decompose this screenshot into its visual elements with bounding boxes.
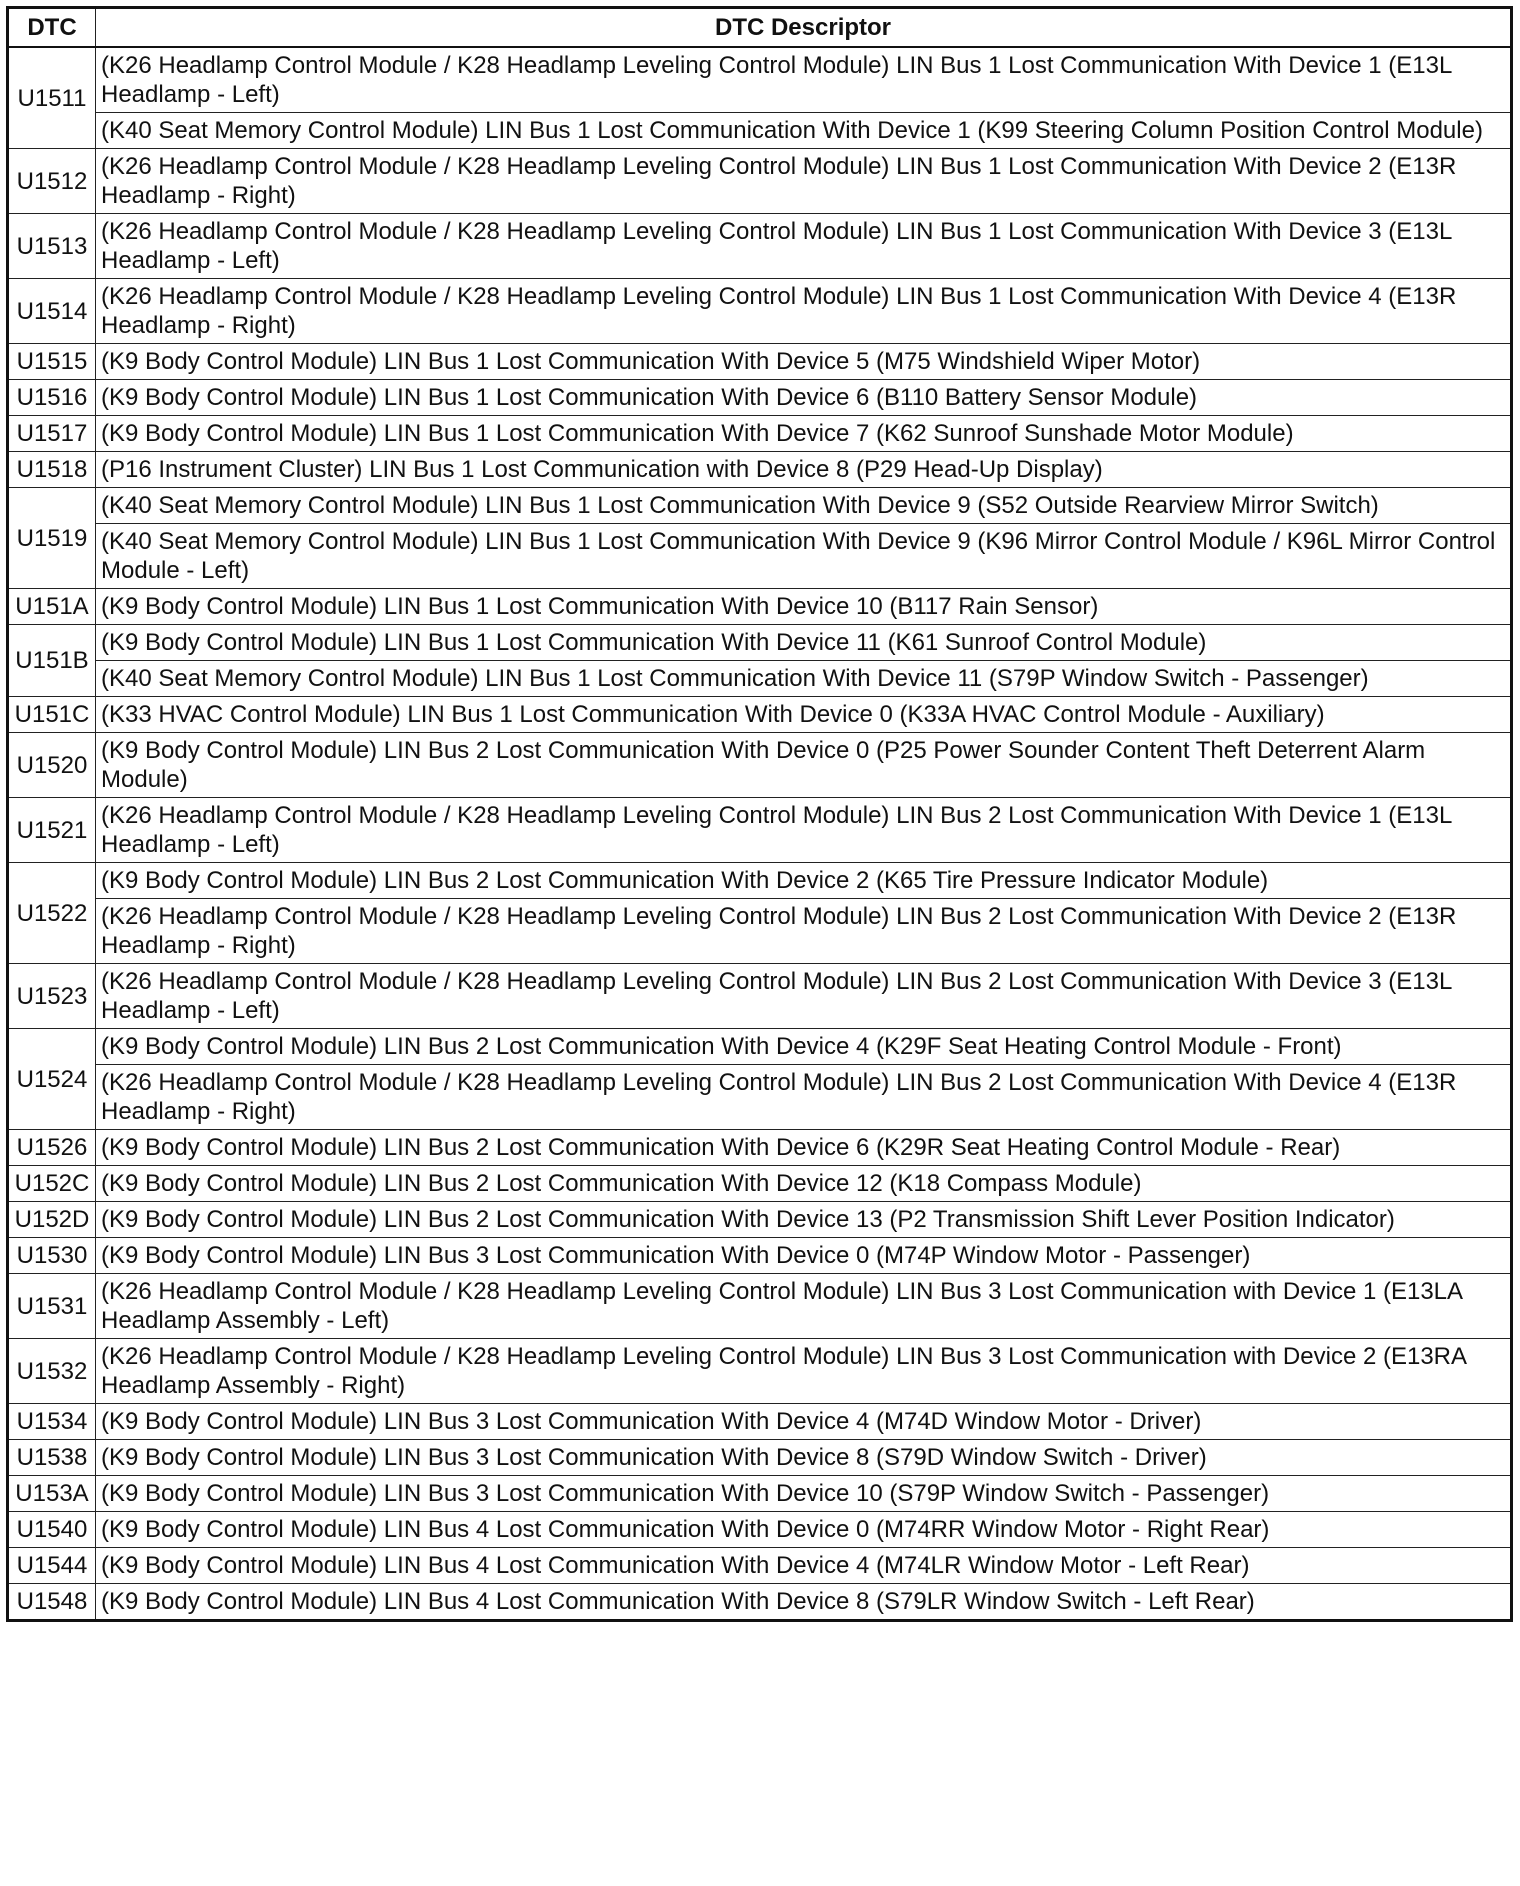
dtc-code-cell: U152D xyxy=(8,1202,96,1238)
dtc-code-cell: U1512 xyxy=(8,149,96,214)
dtc-descriptor-cell: (K40 Seat Memory Control Module) LIN Bus 1 Lost Communication With Device 1 (K99 Steering Column Position Control Module) xyxy=(96,113,1512,149)
table-row xyxy=(8,1339,1512,1404)
table-row xyxy=(8,1065,1512,1130)
table-row xyxy=(8,452,1512,488)
dtc-descriptor-cell: (K9 Body Control Module) LIN Bus 2 Lost Communication With Device 13 (P2 Transmission Shift Lever Position Indicator) xyxy=(96,1202,1512,1238)
dtc-descriptor-cell: (K26 Headlamp Control Module / K28 Headlamp Leveling Control Module) LIN Bus 3 Lost Communication with Device 2 (E13RA Headlamp Assembly - Right) xyxy=(96,1339,1512,1404)
dtc-descriptor-cell: (K9 Body Control Module) LIN Bus 3 Lost Communication With Device 8 (S79D Window Switch - Driver) xyxy=(96,1440,1512,1476)
dtc-code-cell: U1531 xyxy=(8,1274,96,1339)
dtc-code-cell: U152C xyxy=(8,1166,96,1202)
dtc-code-cell: U151B xyxy=(8,625,96,697)
table-row xyxy=(8,416,1512,452)
dtc-descriptor-cell: (K9 Body Control Module) LIN Bus 4 Lost Communication With Device 4 (M74LR Window Motor - Left Rear) xyxy=(96,1548,1512,1584)
dtc-descriptor-cell: (K9 Body Control Module) LIN Bus 2 Lost Communication With Device 0 (P25 Power Sounder Content Theft Deterrent Alarm Module) xyxy=(96,733,1512,798)
dtc-descriptor-cell: (K26 Headlamp Control Module / K28 Headlamp Leveling Control Module) LIN Bus 1 Lost Communication With Device 3 (E13L Headlamp - Left) xyxy=(96,214,1512,279)
dtc-descriptor-cell: (K9 Body Control Module) LIN Bus 4 Lost Communication With Device 0 (M74RR Window Motor - Right Rear) xyxy=(96,1512,1512,1548)
table-row xyxy=(8,1584,1512,1621)
table-row xyxy=(8,380,1512,416)
table-row xyxy=(8,1130,1512,1166)
dtc-code-cell: U1517 xyxy=(8,416,96,452)
table-row xyxy=(8,113,1512,149)
dtc-code-cell: U1513 xyxy=(8,214,96,279)
table-row xyxy=(8,1476,1512,1512)
table-row xyxy=(8,899,1512,964)
dtc-descriptor-cell: (K9 Body Control Module) LIN Bus 4 Lost Communication With Device 8 (S79LR Window Switch - Left Rear) xyxy=(96,1584,1512,1621)
dtc-descriptor-cell: (K40 Seat Memory Control Module) LIN Bus 1 Lost Communication With Device 9 (S52 Outside Rearview Mirror Switch) xyxy=(96,488,1512,524)
dtc-code-cell: U1522 xyxy=(8,863,96,964)
table-row xyxy=(8,1238,1512,1274)
table-row xyxy=(8,1166,1512,1202)
dtc-descriptor-cell: (K26 Headlamp Control Module / K28 Headlamp Leveling Control Module) LIN Bus 1 Lost Communication With Device 1 (E13L Headlamp - Left) xyxy=(96,47,1512,113)
dtc-code-cell: U1526 xyxy=(8,1130,96,1166)
dtc-code-cell: U151A xyxy=(8,589,96,625)
dtc-descriptor-cell: (K9 Body Control Module) LIN Bus 2 Lost Communication With Device 4 (K29F Seat Heating Control Module - Front) xyxy=(96,1029,1512,1065)
dtc-code-cell: U1524 xyxy=(8,1029,96,1130)
dtc-table xyxy=(6,6,1513,1622)
dtc-code-cell: U1515 xyxy=(8,344,96,380)
table-row xyxy=(8,589,1512,625)
column-header-dtc: DTC xyxy=(8,8,96,48)
dtc-descriptor-cell: (K9 Body Control Module) LIN Bus 1 Lost Communication With Device 7 (K62 Sunroof Sunshade Motor Module) xyxy=(96,416,1512,452)
dtc-descriptor-cell: (K26 Headlamp Control Module / K28 Headlamp Leveling Control Module) LIN Bus 1 Lost Communication With Device 4 (E13R Headlamp - Right) xyxy=(96,279,1512,344)
table-header-row xyxy=(8,8,1512,48)
dtc-code-cell: U1540 xyxy=(8,1512,96,1548)
dtc-code-cell: U151C xyxy=(8,697,96,733)
dtc-descriptor-cell: (P16 Instrument Cluster) LIN Bus 1 Lost Communication with Device 8 (P29 Head-Up Display) xyxy=(96,452,1512,488)
dtc-code-cell: U1511 xyxy=(8,47,96,149)
table-row xyxy=(8,697,1512,733)
table-row xyxy=(8,1274,1512,1339)
table-row xyxy=(8,279,1512,344)
dtc-descriptor-cell: (K9 Body Control Module) LIN Bus 2 Lost Communication With Device 12 (K18 Compass Module) xyxy=(96,1166,1512,1202)
dtc-descriptor-cell: (K26 Headlamp Control Module / K28 Headlamp Leveling Control Module) LIN Bus 1 Lost Communication With Device 2 (E13R Headlamp - Right) xyxy=(96,149,1512,214)
dtc-code-cell: U1532 xyxy=(8,1339,96,1404)
table-row xyxy=(8,524,1512,589)
table-row xyxy=(8,1548,1512,1584)
dtc-code-cell: U1518 xyxy=(8,452,96,488)
dtc-code-cell: U1519 xyxy=(8,488,96,589)
table-row xyxy=(8,488,1512,524)
dtc-descriptor-cell: (K26 Headlamp Control Module / K28 Headlamp Leveling Control Module) LIN Bus 2 Lost Communication With Device 1 (E13L Headlamp - Left) xyxy=(96,798,1512,863)
table-row xyxy=(8,1440,1512,1476)
table-row xyxy=(8,1029,1512,1065)
dtc-descriptor-cell: (K26 Headlamp Control Module / K28 Headlamp Leveling Control Module) LIN Bus 3 Lost Communication with Device 1 (E13LA Headlamp Assembly - Left) xyxy=(96,1274,1512,1339)
column-header-descriptor: DTC Descriptor xyxy=(96,8,1512,48)
dtc-descriptor-cell: (K9 Body Control Module) LIN Bus 1 Lost Communication With Device 5 (M75 Windshield Wiper Motor) xyxy=(96,344,1512,380)
dtc-table-body xyxy=(8,47,1512,1621)
dtc-code-cell: U1523 xyxy=(8,964,96,1029)
table-row xyxy=(8,798,1512,863)
table-row xyxy=(8,214,1512,279)
dtc-code-cell: U1534 xyxy=(8,1404,96,1440)
table-row xyxy=(8,1202,1512,1238)
dtc-descriptor-cell: (K9 Body Control Module) LIN Bus 2 Lost Communication With Device 6 (K29R Seat Heating Control Module - Rear) xyxy=(96,1130,1512,1166)
dtc-code-cell: U1548 xyxy=(8,1584,96,1621)
table-row xyxy=(8,344,1512,380)
dtc-code-cell: U1520 xyxy=(8,733,96,798)
dtc-code-cell: U1514 xyxy=(8,279,96,344)
table-row xyxy=(8,1512,1512,1548)
dtc-descriptor-cell: (K33 HVAC Control Module) LIN Bus 1 Lost Communication With Device 0 (K33A HVAC Control Module - Auxiliary) xyxy=(96,697,1512,733)
table-row xyxy=(8,733,1512,798)
dtc-descriptor-cell: (K9 Body Control Module) LIN Bus 3 Lost Communication With Device 10 (S79P Window Switch - Passenger) xyxy=(96,1476,1512,1512)
table-row xyxy=(8,964,1512,1029)
table-row xyxy=(8,863,1512,899)
table-row xyxy=(8,661,1512,697)
table-row xyxy=(8,149,1512,214)
table-row xyxy=(8,1404,1512,1440)
dtc-code-cell: U1530 xyxy=(8,1238,96,1274)
table-row xyxy=(8,625,1512,661)
dtc-descriptor-cell: (K40 Seat Memory Control Module) LIN Bus 1 Lost Communication With Device 9 (K96 Mirror Control Module / K96L Mirror Control Module - Left) xyxy=(96,524,1512,589)
dtc-descriptor-cell: (K9 Body Control Module) LIN Bus 1 Lost Communication With Device 6 (B110 Battery Sensor Module) xyxy=(96,380,1512,416)
dtc-descriptor-cell: (K26 Headlamp Control Module / K28 Headlamp Leveling Control Module) LIN Bus 2 Lost Communication With Device 3 (E13L Headlamp - Left) xyxy=(96,964,1512,1029)
dtc-descriptor-cell: (K9 Body Control Module) LIN Bus 1 Lost Communication With Device 10 (B117 Rain Sensor) xyxy=(96,589,1512,625)
dtc-descriptor-cell: (K9 Body Control Module) LIN Bus 3 Lost Communication With Device 0 (M74P Window Motor - Passenger) xyxy=(96,1238,1512,1274)
dtc-code-cell: U1516 xyxy=(8,380,96,416)
dtc-code-cell: U153A xyxy=(8,1476,96,1512)
dtc-descriptor-cell: (K26 Headlamp Control Module / K28 Headlamp Leveling Control Module) LIN Bus 2 Lost Communication With Device 2 (E13R Headlamp - Right) xyxy=(96,899,1512,964)
dtc-descriptor-cell: (K9 Body Control Module) LIN Bus 1 Lost Communication With Device 11 (K61 Sunroof Control Module) xyxy=(96,625,1512,661)
dtc-code-cell: U1538 xyxy=(8,1440,96,1476)
dtc-code-cell: U1544 xyxy=(8,1548,96,1584)
dtc-descriptor-cell: (K40 Seat Memory Control Module) LIN Bus 1 Lost Communication With Device 11 (S79P Window Switch - Passenger) xyxy=(96,661,1512,697)
table-row xyxy=(8,47,1512,113)
dtc-descriptor-cell: (K9 Body Control Module) LIN Bus 2 Lost Communication With Device 2 (K65 Tire Pressure Indicator Module) xyxy=(96,863,1512,899)
dtc-table-container xyxy=(6,6,1510,1622)
dtc-code-cell: U1521 xyxy=(8,798,96,863)
dtc-descriptor-cell: (K9 Body Control Module) LIN Bus 3 Lost Communication With Device 4 (M74D Window Motor - Driver) xyxy=(96,1404,1512,1440)
dtc-descriptor-cell: (K26 Headlamp Control Module / K28 Headlamp Leveling Control Module) LIN Bus 2 Lost Communication With Device 4 (E13R Headlamp - Right) xyxy=(96,1065,1512,1130)
